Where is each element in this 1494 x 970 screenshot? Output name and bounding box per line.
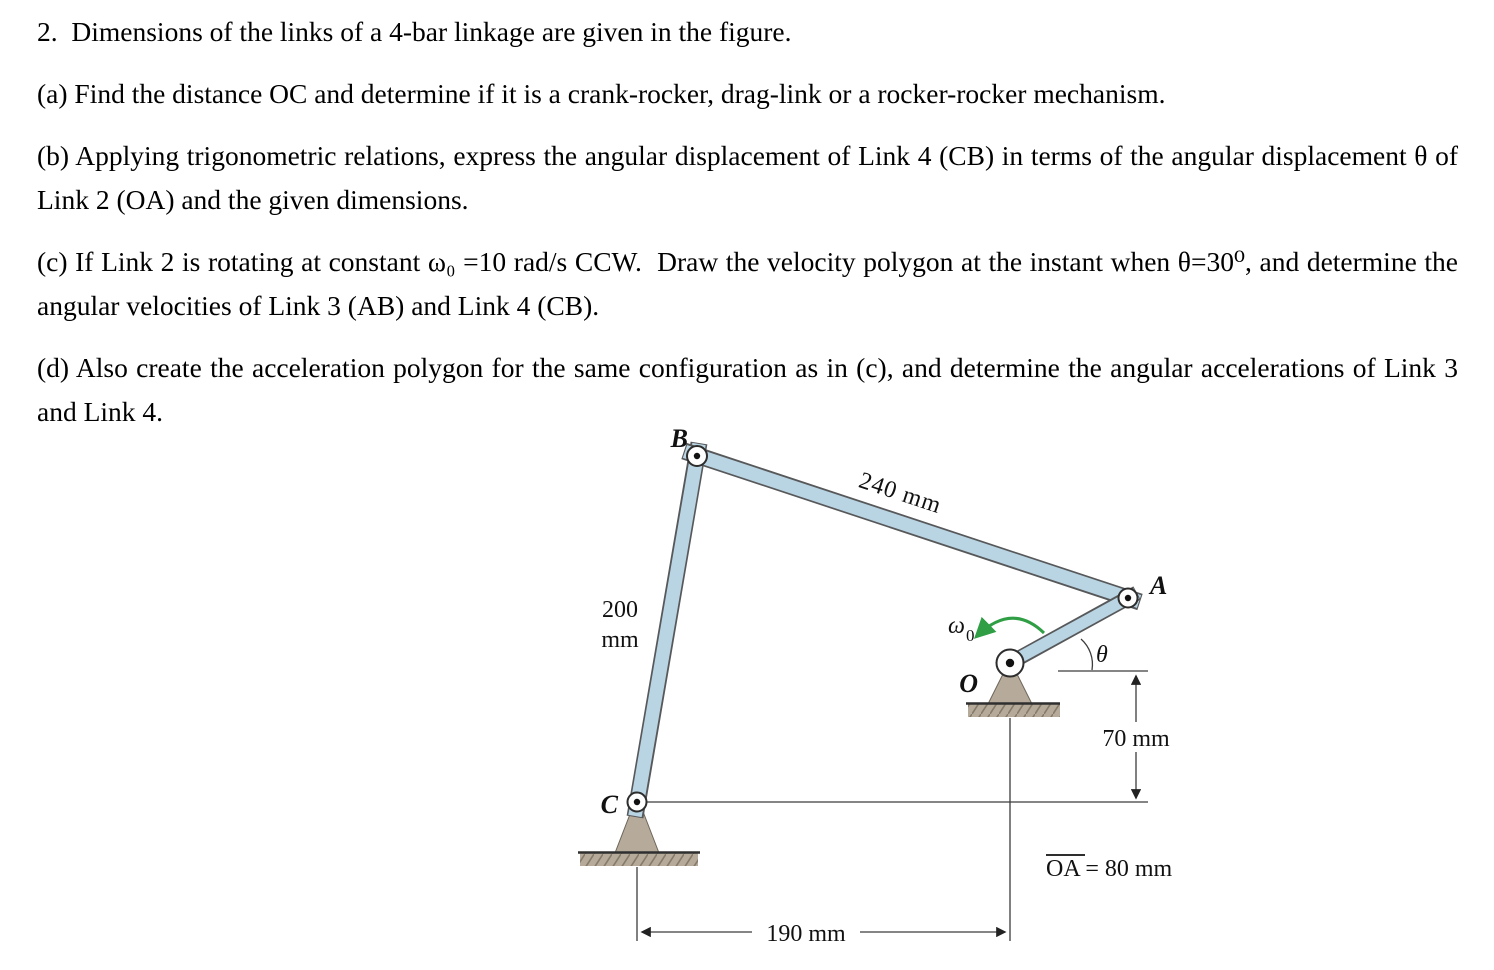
part-b: (b) Applying trigonometric relations, express the angular displacement of Link 4 (CB) in terms of the angular displacement θ of Link 2 (OA) and the given dimensions. bbox=[37, 140, 1458, 215]
joint-label-o: O bbox=[959, 669, 978, 698]
problem-text bbox=[37, 10, 1458, 452]
part-c: (c) If Link 2 is rotating at constant ω₀ =10 rad/s CCW. Draw the velocity polygon at the instant when θ=30⁰, and determine the angular velocities of Link 3 (AB) and Link 4 (CB). bbox=[37, 246, 1458, 321]
dim-label-cb-value: 200 bbox=[602, 597, 638, 623]
theta-symbol: θ bbox=[1096, 642, 1108, 668]
pivot-b bbox=[687, 446, 707, 466]
dim-label-ab: 240 mm bbox=[855, 467, 945, 520]
part-a: (a) Find the distance OC and determine if it is a crank-rocker, drag-link or a rocker-rocker mechanism. bbox=[37, 78, 1166, 109]
theta-angle-arc bbox=[1081, 639, 1092, 670]
joint-label-c: C bbox=[600, 790, 618, 819]
pivot-a bbox=[1119, 589, 1138, 608]
omega-symbol: ω bbox=[948, 613, 965, 639]
dim-label-70: 70 mm bbox=[1102, 726, 1170, 752]
dim-label-cb-unit: mm bbox=[601, 627, 639, 653]
link-cb bbox=[635, 444, 699, 816]
ground-hatch-o bbox=[968, 704, 1060, 717]
omega-rotation-arrow bbox=[977, 618, 1044, 636]
link-ab bbox=[685, 452, 1139, 602]
dim-label-190: 190 mm bbox=[766, 921, 846, 947]
ground-hatch-c bbox=[580, 853, 698, 866]
part-d: (d) Also create the acceleration polygon for the same configuration as in (c), and determine the angular accelerations of Link 3 and Link 4. bbox=[37, 352, 1458, 427]
dim-label-oa: OA = 80 mm bbox=[1046, 856, 1173, 882]
joint-label-a: A bbox=[1150, 571, 1168, 600]
pivot-c bbox=[628, 793, 647, 812]
problem-statement: 2. Dimensions of the links of a 4-bar linkage are given in the figure. bbox=[37, 16, 792, 47]
linkage-figure bbox=[0, 420, 1494, 970]
omega-subscript: 0 bbox=[966, 626, 975, 645]
joint-label-b: B bbox=[670, 424, 688, 453]
pivot-o bbox=[997, 650, 1024, 677]
dimension-lines bbox=[637, 639, 1148, 941]
